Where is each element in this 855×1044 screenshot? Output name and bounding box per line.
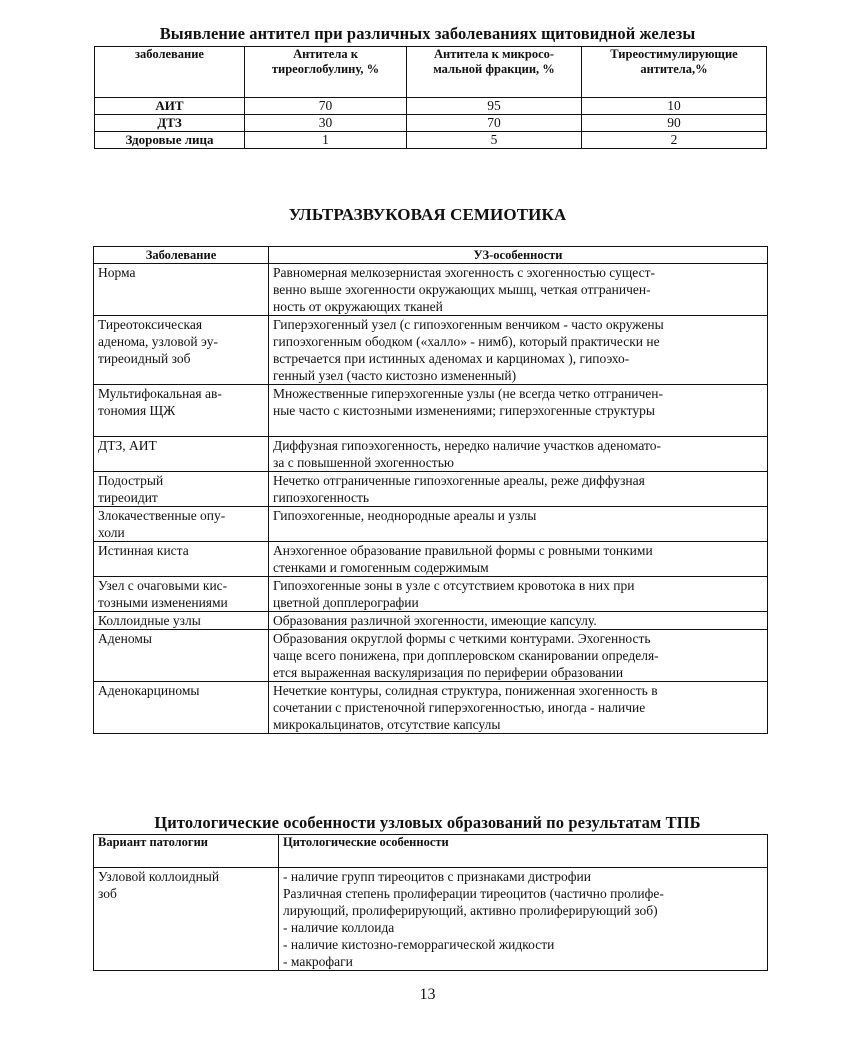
disease-cell xyxy=(94,630,269,682)
text-line: холи xyxy=(98,525,125,540)
features-cell xyxy=(269,385,768,437)
features-cell xyxy=(269,316,768,385)
table-row xyxy=(94,385,768,437)
features-cell xyxy=(269,437,768,472)
header-disease: Заболевание xyxy=(94,247,269,264)
page-number: 13 xyxy=(419,986,436,1003)
features-cell xyxy=(269,682,768,734)
table-row xyxy=(94,316,768,385)
header-thyroglobulin: Антитела к тиреоглобулину, % xyxy=(245,47,407,98)
text-line: - наличие коллоида xyxy=(283,920,395,935)
text-line: Аденомы xyxy=(98,631,152,646)
text-line: генный узел (часто кистозно измененный) xyxy=(273,368,517,383)
table-row xyxy=(94,612,768,630)
features-cell xyxy=(269,507,768,542)
table2-title: УЛЬТРАЗВУКОВАЯ СЕМИОТИКА xyxy=(288,205,567,224)
header-tsh-antibodies: Тиреостимулирующие антитела,% xyxy=(582,47,767,98)
table-row xyxy=(94,868,768,971)
disease-cell xyxy=(94,472,269,507)
text-line: аденома, узловой эу- xyxy=(98,334,219,349)
text-line: Гиперэхогенный узел (с гипоэхогенным венчиком - часто окружены xyxy=(273,317,664,332)
features-cell xyxy=(269,542,768,577)
spacer xyxy=(273,419,763,436)
text-line: Равномерная мелкозернистая эхогенность с эхогенностью сущест- xyxy=(273,265,655,280)
row-label: АИТ xyxy=(95,98,245,115)
table-row xyxy=(95,115,767,132)
text-line: Злокачественные опу- xyxy=(98,508,226,523)
text-line: Гипоэхогенные зоны в узле с отсутствием кровотока в них при xyxy=(273,578,635,593)
table-row xyxy=(94,507,768,542)
cell-value: 90 xyxy=(582,115,767,132)
disease-cell xyxy=(94,682,269,734)
table-row xyxy=(94,437,768,472)
header-variant: Вариант патологии xyxy=(94,835,279,868)
table1-title: Выявление антител при различных заболеваниях щитовидной железы xyxy=(159,24,696,43)
table-header-row xyxy=(94,247,768,264)
ultrasound-table-body xyxy=(94,264,768,734)
header-us-features: УЗ-особенности xyxy=(269,247,768,264)
table-row xyxy=(95,98,767,115)
text-line: тиреоидит xyxy=(98,490,158,505)
cell-value: 10 xyxy=(582,98,767,115)
text-line: Норма xyxy=(98,265,136,280)
text-line: микрокальцинатов, отсутствие капсулы xyxy=(273,717,501,732)
text-line: ные часто с кистозными изменениями; гиперэхогенные структуры xyxy=(273,403,655,418)
table-header-row xyxy=(94,835,768,868)
variant-cell xyxy=(94,868,279,971)
table3-title: Цитологические особенности узловых образований по результатам ТПБ xyxy=(154,813,701,832)
header-cytology-features: Цитологические особенности xyxy=(279,835,768,868)
text-line: стенками и гомогенным содержимым xyxy=(273,560,489,575)
text-line: Коллоидные узлы xyxy=(98,613,201,628)
features-cell xyxy=(269,630,768,682)
row-label: ДТЗ xyxy=(95,115,245,132)
text-line: ется выраженная васкуляризация по периферии образовании xyxy=(273,665,624,680)
features-cell xyxy=(269,577,768,612)
features-cell xyxy=(269,472,768,507)
text-line: за с повышенной эхогенностью xyxy=(273,455,454,470)
text-line: Истинная киста xyxy=(98,543,189,558)
text-line: Анэхогенное образование правильной формы с ровными тонкими xyxy=(273,543,653,558)
cell-value: 70 xyxy=(407,115,582,132)
text-line: Гипоэхогенные, неоднородные ареалы и узлы xyxy=(273,508,537,523)
text-line: Подострый xyxy=(98,473,164,488)
table-header-row xyxy=(95,47,767,98)
text-line: лирующий, пролиферирующий, активно пролиферирующий зоб) xyxy=(283,903,658,918)
table-row xyxy=(94,542,768,577)
table-row xyxy=(95,132,767,149)
text-line: Диффузная гипоэхогенность, нередко наличие участков аденомато- xyxy=(273,438,661,453)
row-label: Здоровые лица xyxy=(95,132,245,149)
text-line: Аденокарциномы xyxy=(98,683,200,698)
text-line: венно выше эхогенности окружающих мышц, четкая отграничен- xyxy=(273,282,651,297)
text-line: - наличие групп тиреоцитов с признаками дистрофии xyxy=(283,869,591,884)
text-line: зоб xyxy=(98,886,117,901)
text-line: гипоэхогенным ободком («халло» - нимб), который практически не xyxy=(273,334,660,349)
text-line: гипоэхогенность xyxy=(273,490,370,505)
disease-cell xyxy=(94,612,269,630)
antibodies-table xyxy=(94,46,767,149)
cell-value: 2 xyxy=(582,132,767,149)
cell-value: 30 xyxy=(245,115,407,132)
text-line: Мультифокальная ав- xyxy=(98,386,222,401)
text-line: тозными изменениями xyxy=(98,595,228,610)
features-cell xyxy=(269,612,768,630)
text-line: Образования округлой формы с четкими контурами. Эхогенность xyxy=(273,631,651,646)
text-line: - наличие кистозно-геморрагической жидкости xyxy=(283,937,555,952)
header-disease: заболевание xyxy=(95,47,245,98)
table-row xyxy=(94,630,768,682)
text-line: тономия ЩЖ xyxy=(98,403,176,418)
text-line: тиреоидный зоб xyxy=(98,351,191,366)
table-row xyxy=(94,264,768,316)
text-line: Тиреотоксическая xyxy=(98,317,203,332)
cell-value: 5 xyxy=(407,132,582,149)
table-row xyxy=(94,682,768,734)
disease-cell xyxy=(94,542,269,577)
text-line: чаще всего понижена, при допплеровском сканировании определя- xyxy=(273,648,659,663)
text-line: Узел с очаговыми кис- xyxy=(98,578,228,593)
disease-cell xyxy=(94,316,269,385)
text-line: - макрофаги xyxy=(283,954,353,969)
disease-cell xyxy=(94,437,269,472)
text-line: встречается при истинных аденомах и карциномах ), гипоэхо- xyxy=(273,351,630,366)
features-cell xyxy=(269,264,768,316)
cytology-table-body xyxy=(94,868,768,971)
disease-cell xyxy=(94,507,269,542)
disease-cell xyxy=(94,577,269,612)
text-line: Множественные гиперэхогенные узлы (не всегда четко отграничен- xyxy=(273,386,664,401)
text-line: Образования различной эхогенности, имеющие капсулу. xyxy=(273,613,597,628)
disease-cell xyxy=(94,264,269,316)
disease-cell xyxy=(94,385,269,437)
ultrasound-table xyxy=(93,246,768,734)
text-line: Нечеткие контуры, солидная структура, пониженная эхогенность в xyxy=(273,683,658,698)
cytology-table xyxy=(93,834,768,971)
text-line: ДТЗ, АИТ xyxy=(98,438,157,453)
text-line: Нечетко отграниченные гипоэхогенные ареалы, реже диффузная xyxy=(273,473,645,488)
text-line: цветной допплерографии xyxy=(273,595,419,610)
table-row xyxy=(94,472,768,507)
text-line: ность от окружающих тканей xyxy=(273,299,443,314)
text-line: Узловой коллоидный xyxy=(98,869,220,884)
cell-value: 70 xyxy=(245,98,407,115)
text-line: сочетании с пристеночной гиперэхогенностью, иногда - наличие xyxy=(273,700,646,715)
features-cell xyxy=(279,868,768,971)
cell-value: 95 xyxy=(407,98,582,115)
text-line: Различная степень пролиферации тиреоцитов (частично пролифе- xyxy=(283,886,664,901)
table-row xyxy=(94,577,768,612)
header-microsomal: Антитела к микросо-мальной фракции, % xyxy=(407,47,582,98)
cell-value: 1 xyxy=(245,132,407,149)
